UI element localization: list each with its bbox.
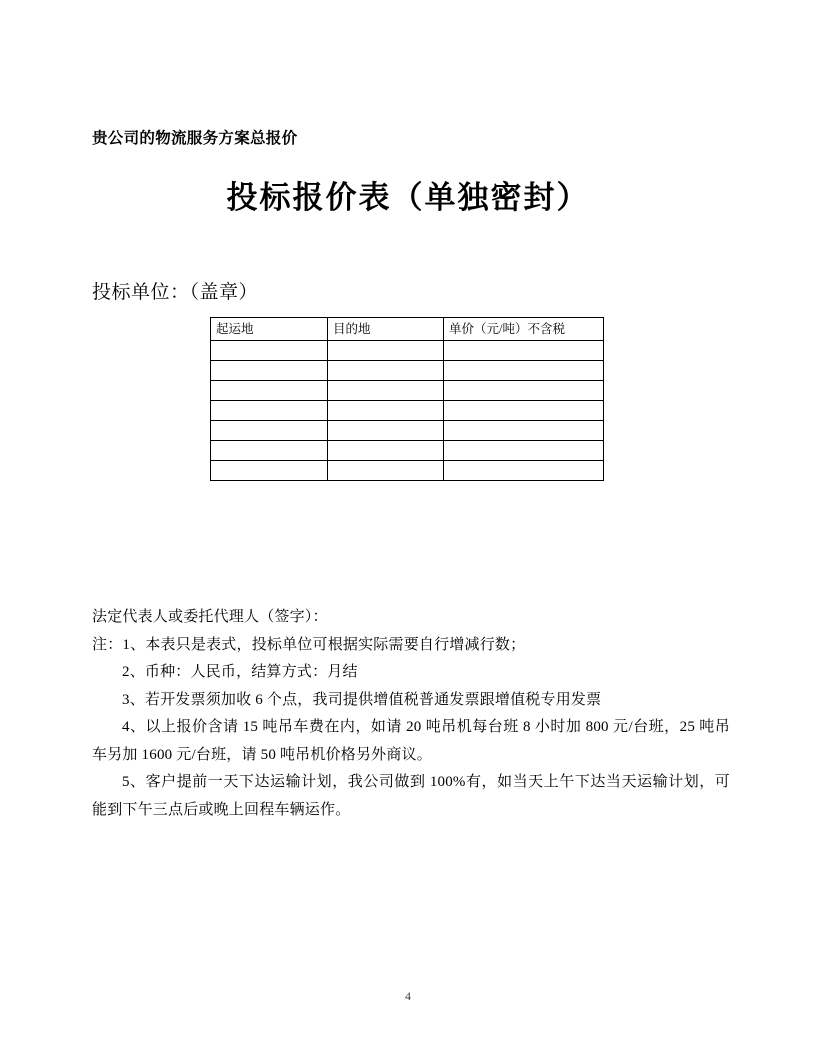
cell-origin[interactable]: [211, 421, 328, 441]
cell-origin[interactable]: [211, 441, 328, 461]
bidder-unit-label: 投标单位：（盖章）: [92, 282, 259, 303]
table-row[interactable]: [211, 421, 604, 441]
table-header-row: [211, 318, 604, 341]
column-header-origin: 起运地: [211, 318, 328, 341]
cell-origin[interactable]: [211, 381, 328, 401]
cell-unit-price[interactable]: [444, 381, 604, 401]
quote-table: [210, 317, 604, 481]
cell-destination[interactable]: [328, 421, 444, 441]
cell-origin[interactable]: [211, 361, 328, 381]
table-row[interactable]: [211, 381, 604, 401]
cell-destination[interactable]: [328, 381, 444, 401]
cell-unit-price[interactable]: [444, 401, 604, 421]
table-row[interactable]: [211, 461, 604, 481]
cell-unit-price[interactable]: [444, 341, 604, 361]
cell-unit-price[interactable]: [444, 361, 604, 381]
note-item-4: 4、以上报价含请 15 吨吊车费在内，如请 20 吨吊机每台班 8 小时加 800 元/台班，25 吨吊车另加 1600 元/台班，请 50 吨吊机价格另外商议。: [92, 719, 730, 763]
column-header-destination: 目的地: [328, 318, 444, 341]
note-item-3: 3、若开发票须加收 6 个点，我司提供增值税普通发票跟增值税专用发票: [122, 691, 602, 708]
cell-origin[interactable]: [211, 461, 328, 481]
cell-destination[interactable]: [328, 341, 444, 361]
cell-origin[interactable]: [211, 401, 328, 421]
table-row[interactable]: [211, 441, 604, 461]
cell-unit-price[interactable]: [444, 461, 604, 481]
quote-table-body: [211, 341, 604, 481]
quote-table-container: [210, 317, 604, 481]
cell-unit-price[interactable]: [444, 441, 604, 461]
footer-page-number: 4: [405, 989, 411, 1003]
table-row[interactable]: [211, 361, 604, 381]
table-row[interactable]: [211, 341, 604, 361]
cell-destination[interactable]: [328, 441, 444, 461]
note-item-5: 5、客户提前一天下达运输计划，我公司做到 100%有，如当天上午下达当天运输计划，可能到下午三点后或晚上回程车辆运作。: [92, 774, 730, 818]
notes-section: [92, 604, 730, 824]
table-row[interactable]: [211, 401, 604, 421]
cell-destination[interactable]: [328, 361, 444, 381]
cell-destination[interactable]: [328, 461, 444, 481]
column-header-unit-price: 单价（元/吨）不含税: [444, 318, 604, 341]
page-title: 投标报价表（单独密封）: [226, 180, 590, 215]
note-item-2: 2、币种：人民币，结算方式：月结: [122, 664, 358, 680]
document-subject-heading: 贵公司的物流服务方案总报价: [92, 130, 298, 147]
cell-destination[interactable]: [328, 401, 444, 421]
signature-line: 法定代表人或委托代理人（签字）：: [92, 609, 328, 625]
note-item-1: 注：1、本表只是表式，投标单位可根据实际需要自行增减行数；: [92, 636, 526, 653]
quote-table-header: [211, 318, 604, 341]
cell-unit-price[interactable]: [444, 421, 604, 441]
cell-origin[interactable]: [211, 341, 328, 361]
